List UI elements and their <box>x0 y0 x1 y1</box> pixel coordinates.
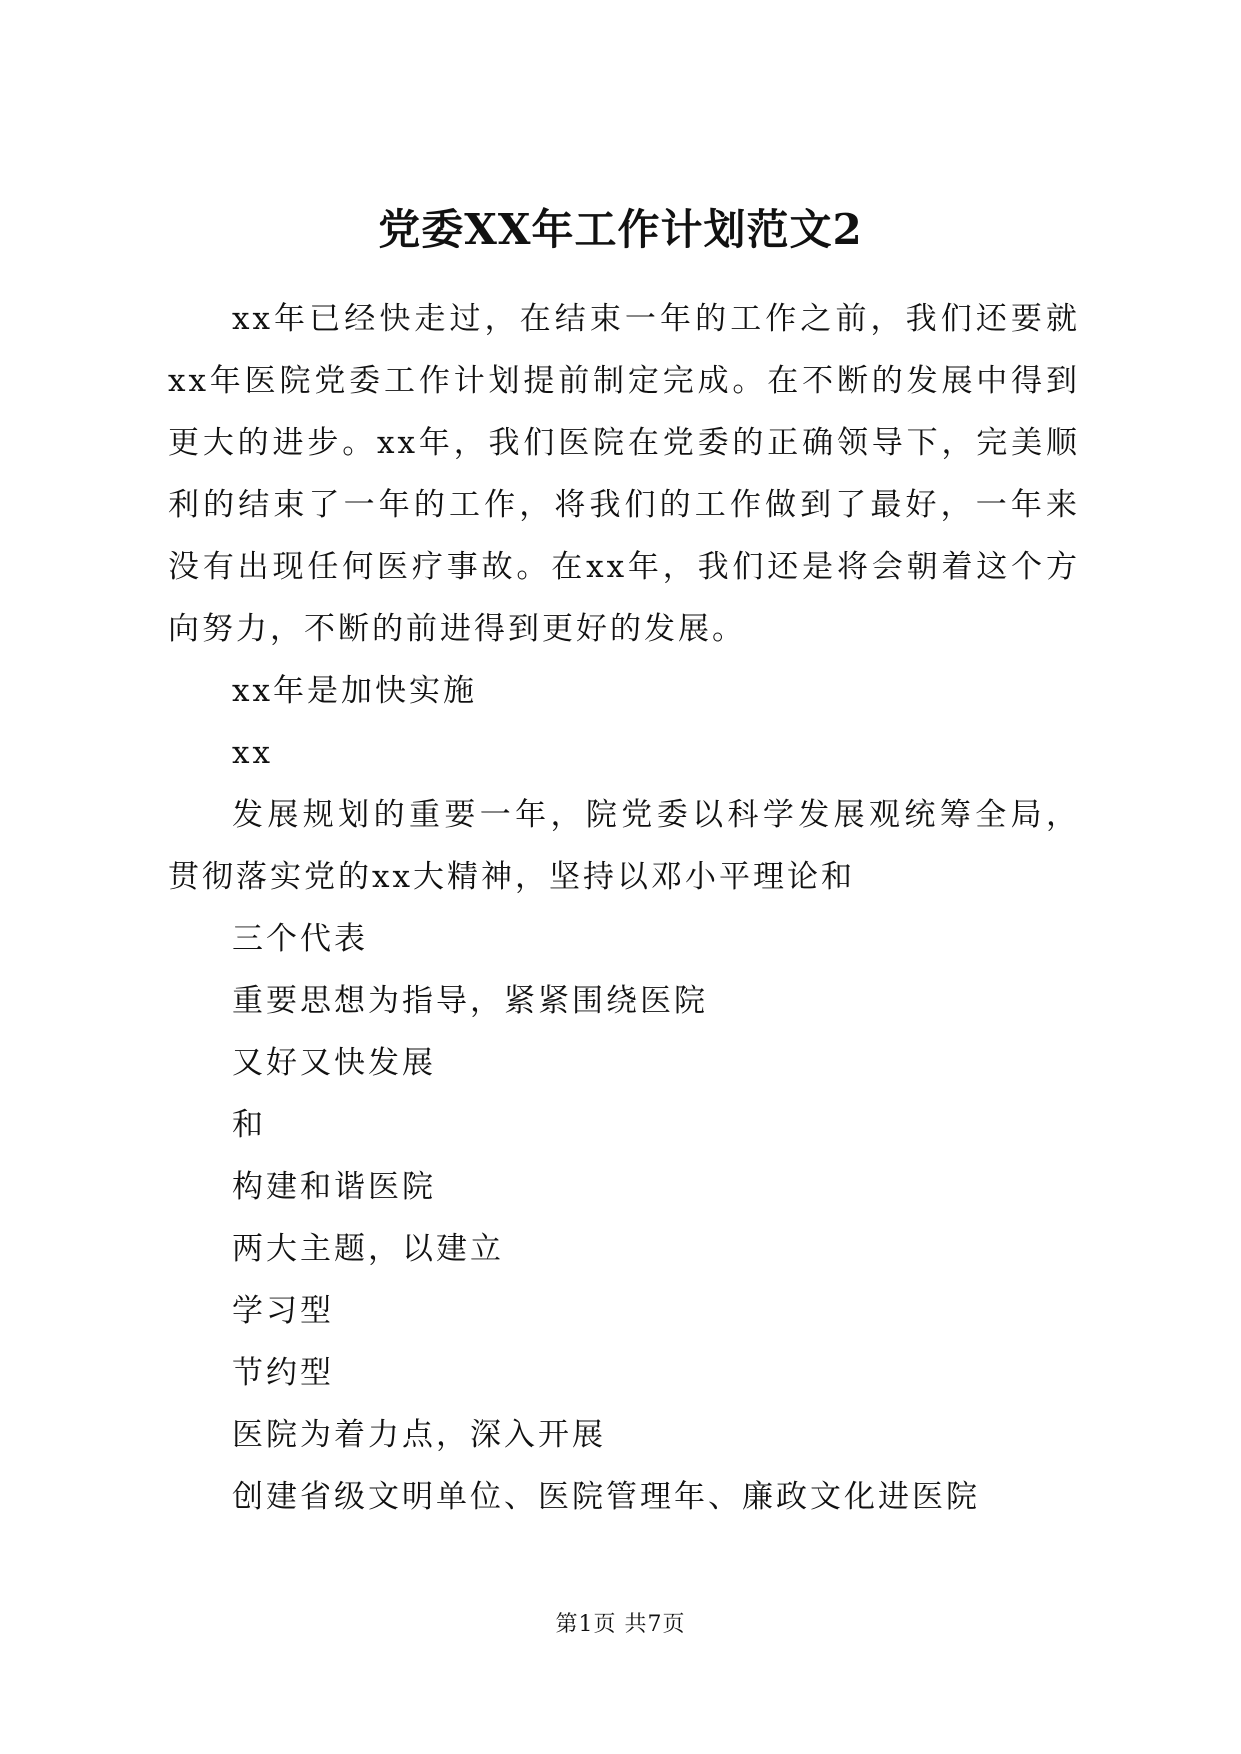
document-body <box>168 288 1080 1528</box>
text-line: 医院为着力点，深入开展 <box>232 1417 606 1453</box>
text-line: 学习型 <box>232 1293 334 1329</box>
paragraph-plan: 发展规划的重要一年，院党委以科学发展观统筹全局，贯彻落实党的xx大精神，坚持以邓小平理论和 <box>168 797 1080 895</box>
text-line: 又好又快发展 <box>232 1045 436 1081</box>
text-line: 创建省级文明单位、医院管理年、廉政文化进医院 <box>232 1479 980 1515</box>
text-line: 重要思想为指导，紧紧围绕医院 <box>232 983 708 1019</box>
document-title: 党委XX年工作计划范文2 <box>378 205 863 254</box>
text-line: xx年是加快实施 <box>232 673 477 709</box>
page-footer: 第1页 共7页 <box>555 1612 686 1637</box>
paragraph-intro: xx年已经快走过，在结束一年的工作之前，我们还要就xx年医院党委工作计划提前制定完成。在不断的发展中得到更大的进步。xx年，我们医院在党委的正确领导下，完美顺利的结束了一年的工作，将我们的工作做到了最好，一年来没有出现任何医疗事故。在xx年，我们还是将会朝着这个方向努力，不断的前进得到更好的发展。 <box>168 301 1080 647</box>
text-line: xx <box>232 735 273 771</box>
text-line: 构建和谐医院 <box>232 1169 436 1205</box>
text-line: 两大主题，以建立 <box>232 1231 504 1267</box>
text-line: 三个代表 <box>232 921 368 957</box>
text-line: 节约型 <box>232 1355 334 1391</box>
text-line: 和 <box>232 1107 266 1143</box>
